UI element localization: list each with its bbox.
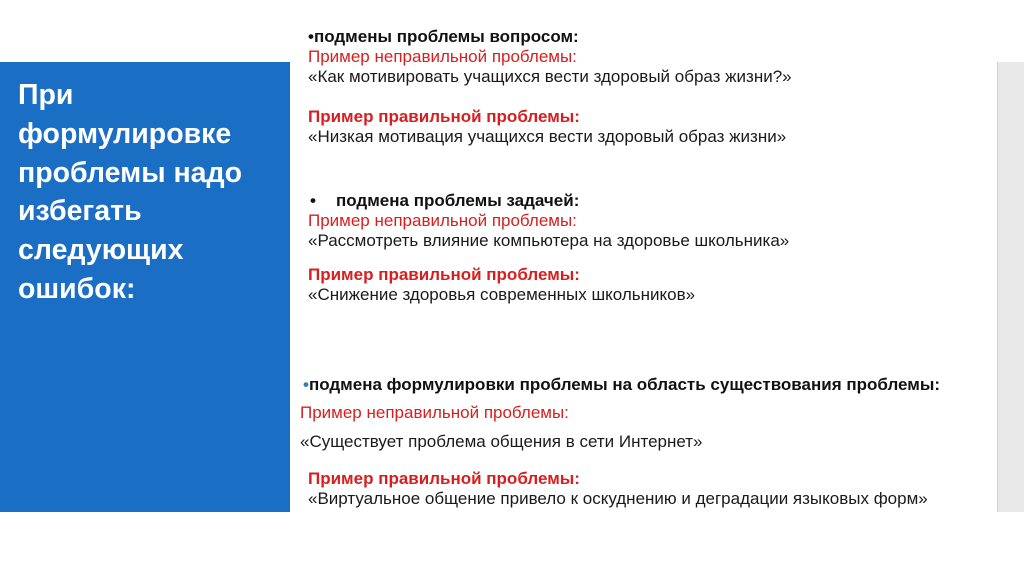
error-block-question <box>308 27 792 147</box>
right-edge-bar <box>997 62 1024 512</box>
wrong-example-label: Пример неправильной проблемы: <box>300 403 569 422</box>
error-block-area <box>300 375 1000 509</box>
bullet-icon: • <box>310 191 316 210</box>
right-example-label: Пример правильной проблемы: <box>308 469 580 488</box>
error-heading-text: подмена формулировки проблемы на область существования проблемы: <box>308 375 941 394</box>
error-heading <box>308 191 789 211</box>
error-heading-text: подмены проблемы вопросом: <box>313 27 579 46</box>
right-example-text: «Виртуальное общение привело к оскуднению и деградации языковых форм» <box>308 489 928 508</box>
wrong-example-text: «Рассмотреть влияние компьютера на здоровье школьника» <box>308 231 790 250</box>
error-heading <box>308 27 792 47</box>
bullet-icon: • <box>308 27 314 46</box>
error-heading <box>300 375 1000 395</box>
bullet-icon: • <box>303 375 309 394</box>
side-panel <box>0 62 290 512</box>
wrong-example-text: «Как мотивировать учащихся вести здоровый образ жизни?» <box>308 67 792 86</box>
side-panel-title: При формулировке проблемы надо избегать следующих ошибок: <box>18 79 243 305</box>
right-example-label: Пример правильной проблемы: <box>308 265 580 284</box>
right-example-label: Пример правильной проблемы: <box>308 107 580 126</box>
right-example-text: «Низкая мотивация учащихся вести здоровый образ жизни» <box>308 127 787 146</box>
right-example-text: «Снижение здоровья современных школьников» <box>308 285 696 304</box>
wrong-example-label: Пример неправильной проблемы: <box>308 47 577 66</box>
wrong-example-label: Пример неправильной проблемы: <box>308 211 577 230</box>
error-heading-text: подмена проблемы задачей: <box>336 191 580 210</box>
wrong-example-text: «Существует проблема общения в сети Интернет» <box>300 432 703 451</box>
error-block-task <box>308 191 789 305</box>
